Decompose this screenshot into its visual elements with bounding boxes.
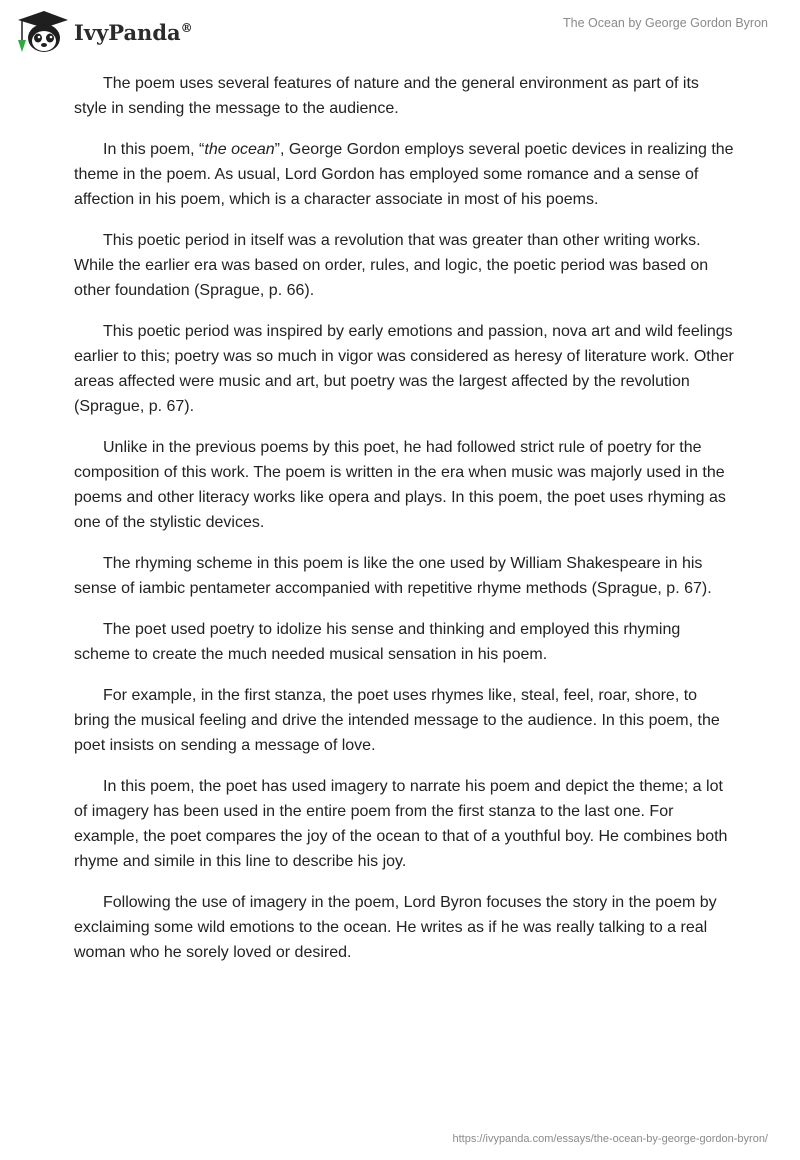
paragraph: Unlike in the previous poems by this poet, he had followed strict rule of poetry for the composition of this work. The poem is written in the era when music was majorly used in the poems and other literacy works like opera and plays. In this poem, the poet uses rhyming as one of the stylistic devices. — [74, 439, 726, 531]
paragraph: The poet used poetry to idolize his sense and thinking and employed this rhyming scheme to create the much needed musical sensation in his poem. — [74, 621, 681, 663]
paragraph: In this poem, the poet has used imagery to narrate his poem and depict the theme; a lot of imagery has been used in the entire poem from the first stanza to the last one. For example, the poet compares the joy of the ocean to that of a youthful boy. He combines both rhyme and simile in this line to describe his joy. — [74, 778, 728, 870]
essay-body — [74, 71, 734, 981]
paragraph: The rhyming scheme in this poem is like the one used by William Shakespeare in his sense of iambic pentameter accompanied with repetitive rhyme methods (Sprague, p. 67). — [74, 555, 712, 597]
poem-title-italic: the ocean — [204, 141, 275, 158]
paragraph: This poetic period was inspired by early emotions and passion, nova art and wild feelings earlier to this; poetry was so much in vigor was considered as heresy of literature work. Other areas affected were music and art, but poetry was the largest affected by the revolution (Sprague, p. 67). — [74, 323, 734, 415]
paragraph: Following the use of imagery in the poem, Lord Byron focuses the story in the poem by exclaiming some wild emotions to the ocean. He writes as if he was really talking to a real woman who he sorely loved or desired. — [74, 894, 717, 961]
page-header — [0, 0, 800, 60]
paragraph: This poetic period in itself was a revolution that was greater than other writing works. While the earlier era was based on order, rules, and logic, the poetic period was based on other foundation (Sprague, p. 66). — [74, 232, 709, 299]
ivypanda-logo[interactable] — [14, 6, 193, 56]
document-title: The Ocean by George Gordon Byron — [563, 16, 768, 30]
panda-graduation-cap-icon — [14, 6, 70, 56]
paragraph: For example, in the first stanza, the poet uses rhymes like, steal, feel, roar, shore, to bring the musical feeling and drive the intended message to the audience. In this poem, the poet insists on sending a message of love. — [74, 687, 720, 754]
registered-mark: ® — [180, 20, 193, 35]
brand-name: IvyPanda® — [74, 19, 193, 45]
paragraph: In this poem, “the ocean”, George Gordon employs several poetic devices in realizing the theme in the poem. As usual, Lord Gordon has employed some romance and a sense of affection in his poem, which is a character associate in most of his poems. — [74, 141, 734, 208]
paragraph: The poem uses several features of nature and the general environment as part of its style in sending the message to the audience. — [74, 75, 699, 117]
source-url[interactable]: https://ivypanda.com/essays/the-ocean-by-george-gordon-byron/ — [452, 1133, 768, 1145]
